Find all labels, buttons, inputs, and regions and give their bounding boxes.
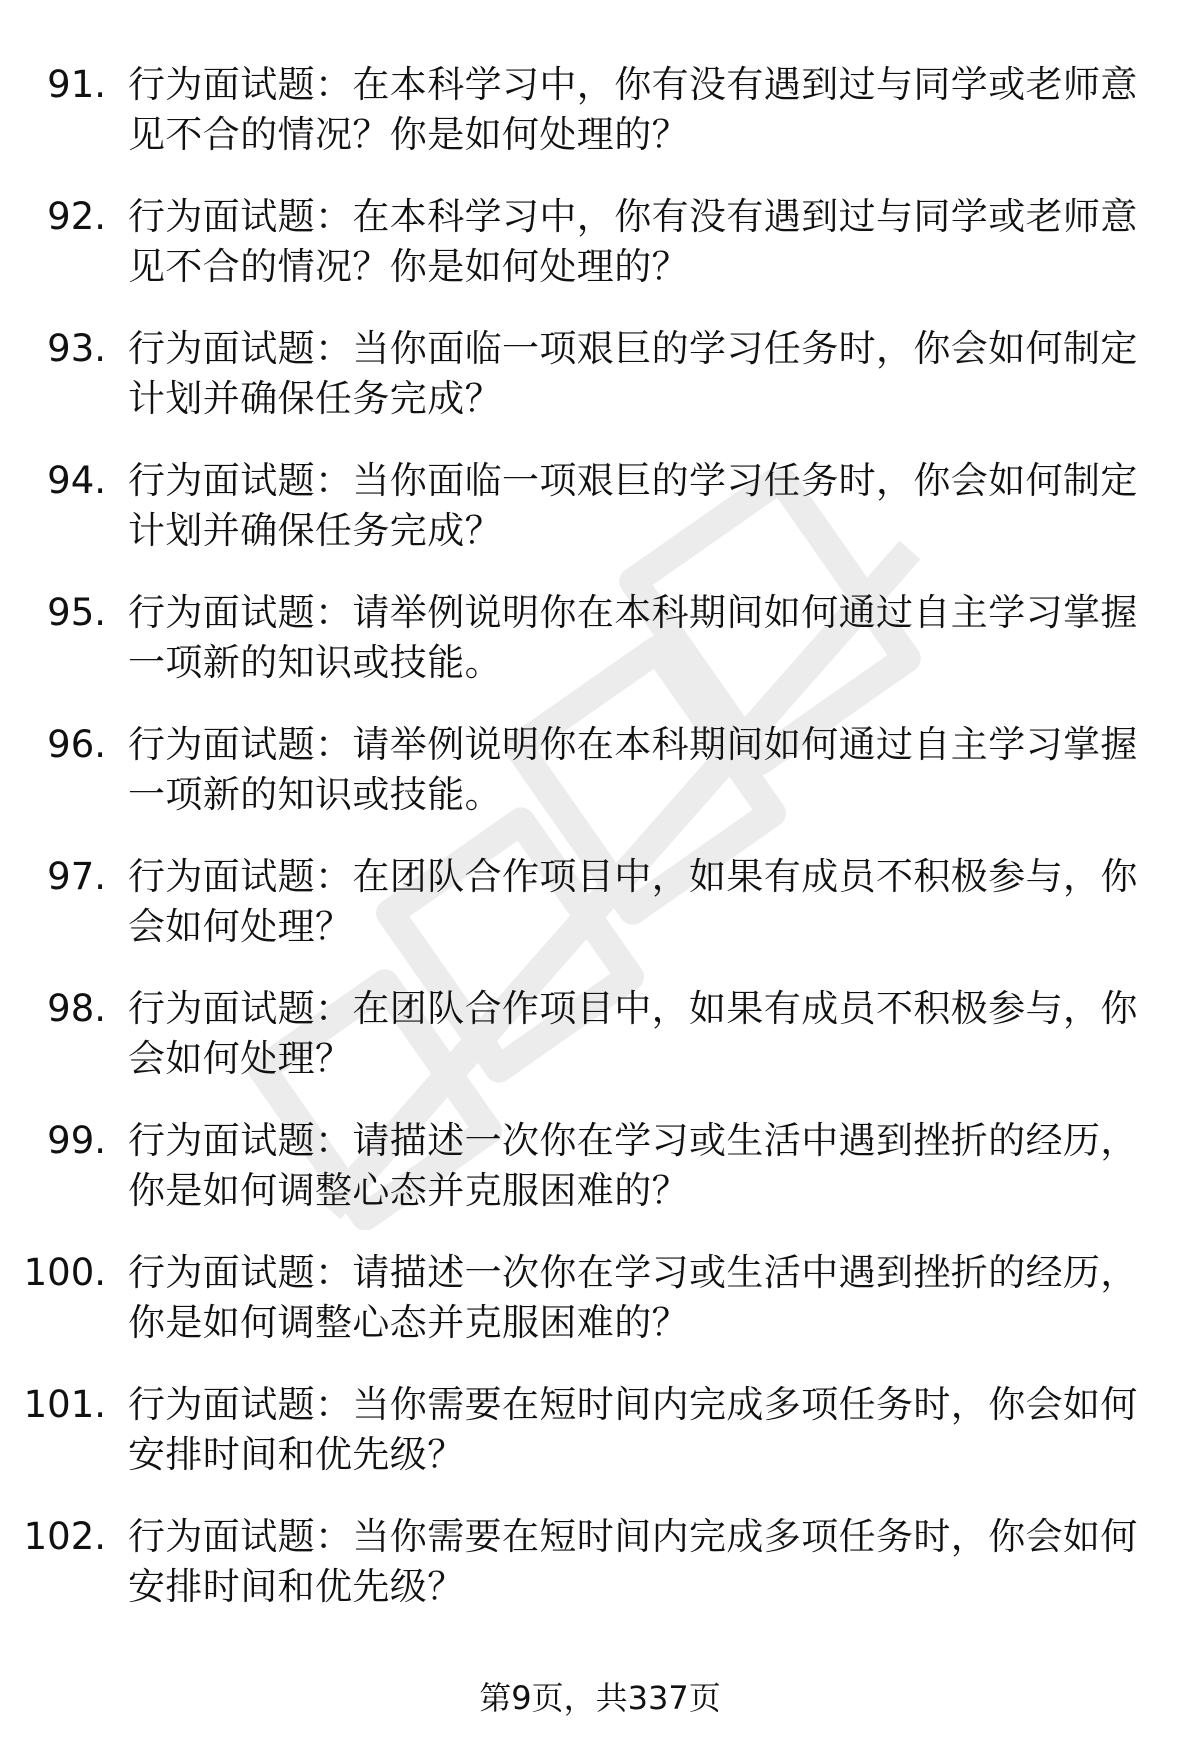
question-text: 行为面试题：当你面临一项艰巨的学习任务时，你会如何制定计划并确保任务完成？ xyxy=(128,327,1138,420)
question-text: 行为面试题：当你需要在短时间内完成多项任务时，你会如何安排时间和优先级？ xyxy=(128,1515,1138,1608)
question-item xyxy=(0,712,1200,844)
question-number: 94. xyxy=(47,459,106,502)
question-number: 101. xyxy=(23,1383,106,1426)
question-number: 92. xyxy=(47,195,106,238)
question-item xyxy=(0,448,1200,580)
question-number: 98. xyxy=(47,987,106,1030)
page-footer: 第9页，共337页 xyxy=(479,1679,721,1717)
question-number: 93. xyxy=(47,327,106,370)
question-item xyxy=(0,316,1200,448)
question-text: 行为面试题：请描述一次你在学习或生活中遇到挫折的经历，你是如何调整心态并克服困难的？ xyxy=(128,1119,1138,1212)
question-text: 行为面试题：请描述一次你在学习或生活中遇到挫折的经历，你是如何调整心态并克服困难的？ xyxy=(128,1251,1138,1344)
question-text: 行为面试题：请举例说明你在本科期间如何通过自主学习掌握一项新的知识或技能。 xyxy=(128,591,1138,684)
question-text: 行为面试题：在团队合作项目中，如果有成员不积极参与，你会如何处理？ xyxy=(128,855,1138,948)
question-text: 行为面试题：在本科学习中，你有没有遇到过与同学或老师意见不合的情况？你是如何处理的？ xyxy=(128,63,1138,156)
question-list xyxy=(0,52,1200,1636)
question-item xyxy=(0,184,1200,316)
question-number: 91. xyxy=(47,63,106,106)
question-number: 97. xyxy=(47,855,106,898)
question-item xyxy=(0,1108,1200,1240)
question-item xyxy=(0,580,1200,712)
question-item xyxy=(0,52,1200,184)
question-number: 100. xyxy=(23,1251,106,1294)
question-number: 102. xyxy=(23,1515,106,1558)
question-item xyxy=(0,1504,1200,1636)
question-text: 行为面试题：在本科学习中，你有没有遇到过与同学或老师意见不合的情况？你是如何处理的？ xyxy=(128,195,1138,288)
question-text: 行为面试题：当你面临一项艰巨的学习任务时，你会如何制定计划并确保任务完成？ xyxy=(128,459,1138,552)
question-item xyxy=(0,844,1200,976)
question-text: 行为面试题：当你需要在短时间内完成多项任务时，你会如何安排时间和优先级？ xyxy=(128,1383,1138,1476)
question-number: 95. xyxy=(47,591,106,634)
question-text: 行为面试题：在团队合作项目中，如果有成员不积极参与，你会如何处理？ xyxy=(128,987,1138,1080)
question-number: 96. xyxy=(47,723,106,766)
question-number: 99. xyxy=(47,1119,106,1162)
question-item xyxy=(0,1372,1200,1504)
question-item xyxy=(0,976,1200,1108)
question-item xyxy=(0,1240,1200,1372)
question-text: 行为面试题：请举例说明你在本科期间如何通过自主学习掌握一项新的知识或技能。 xyxy=(128,723,1138,816)
